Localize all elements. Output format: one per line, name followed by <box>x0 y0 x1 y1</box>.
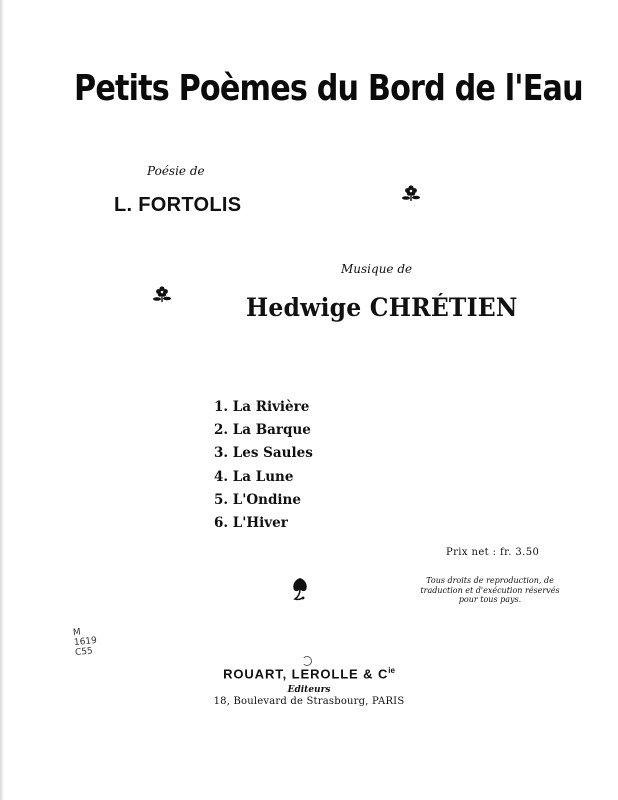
library-stamp: M 1619 C55 <box>72 627 98 659</box>
list-item: 4. La Lune <box>214 468 294 485</box>
list-item: 2. La Barque <box>214 422 311 439</box>
rights-notice: Tous droits de reproduction, de traduction et d'exécution réservés pour tous pays. <box>420 576 560 604</box>
publisher-address: 18, Boulevard de Strasbourg, PARIS <box>213 696 405 707</box>
pencil-mark <box>302 656 312 666</box>
list-item: 1. La Rivière <box>214 399 310 415</box>
leaf-icon <box>290 576 310 602</box>
publisher-label: Editeurs <box>287 685 331 695</box>
list-item: 3. Les Saules <box>214 445 313 462</box>
publisher-name-sup: ie <box>388 666 395 675</box>
poem-credit-label: Poésie de <box>147 164 205 178</box>
flower-icon <box>151 285 173 303</box>
song-list <box>214 396 313 535</box>
composer-name: Hedwige CHRÉTIEN <box>246 293 518 322</box>
publisher-name-text: ROUART, LEROLLE & C <box>223 666 389 682</box>
list-item: 5. L'Ondine <box>214 491 301 508</box>
page-title: Petits Poèmes du Bord de l'Eau <box>74 68 583 109</box>
flower-icon <box>400 184 422 202</box>
price: Prix net : fr. 3.50 <box>446 547 540 558</box>
music-credit-label: Musique de <box>341 262 413 276</box>
poet-name: L. FORTOLIS <box>114 194 242 216</box>
list-item: 6. L'Hiver <box>214 514 288 531</box>
publisher-name <box>0 666 618 681</box>
